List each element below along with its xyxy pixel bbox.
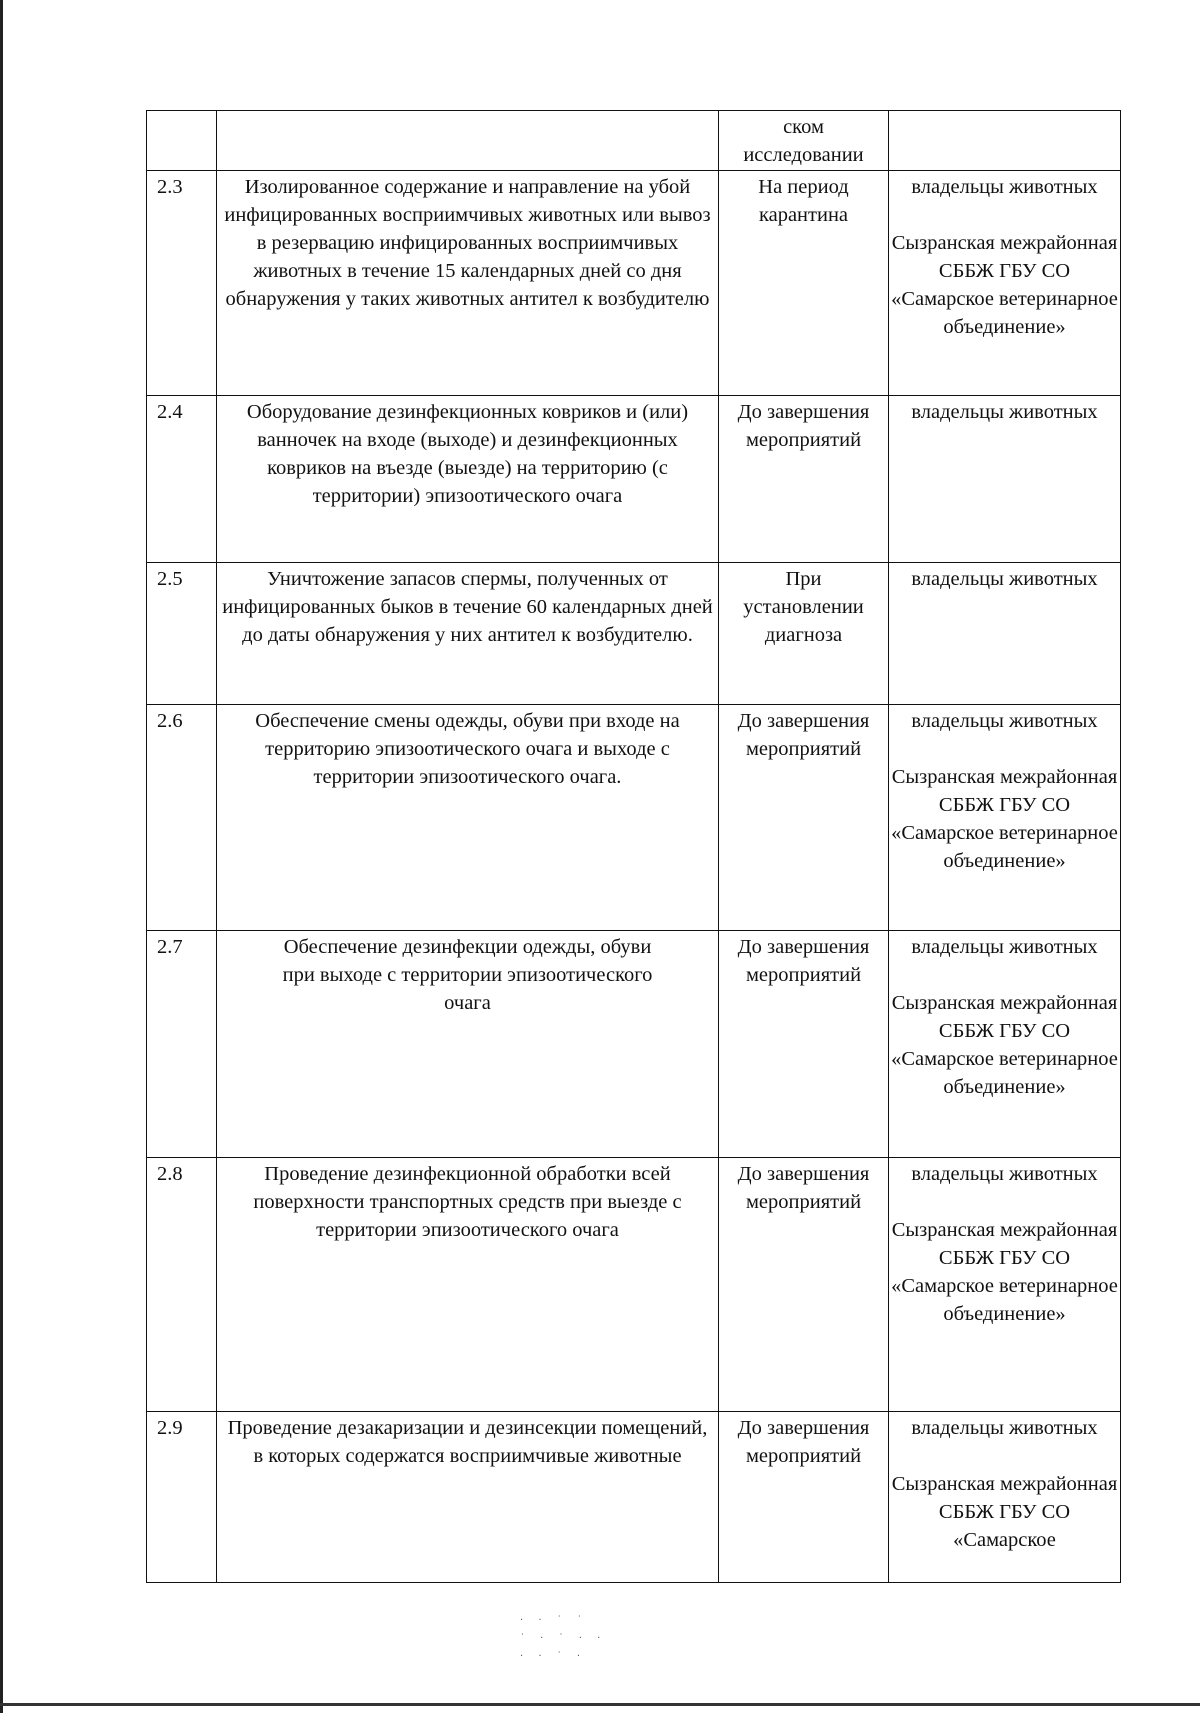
- responsible-cell: [889, 705, 1121, 931]
- responsible-owner: владельцы животных: [911, 176, 1098, 198]
- action-cell: Обеспечение дезинфекции одежды, обуви при выходе с территории эпизоотического очага: [217, 931, 719, 1158]
- responsible-cell: [889, 396, 1121, 563]
- action-cell: Уничтожение запасов спермы, полученных от инфицированных быков в течение 60 календарных дней до даты обнаружения у них антител к возбудителю.: [217, 563, 719, 705]
- responsible-owner: владельцы животных: [911, 936, 1098, 958]
- action-cell: Обеспечение смены одежды, обуви при входе на территорию эпизоотического очага и выходе с территории эпизоотического очага.: [217, 705, 719, 931]
- row-number: 2.6: [147, 705, 217, 931]
- measures-table: [146, 110, 1121, 1583]
- action-cell: Изолированное содержание и направление на убой инфицированных восприимчивых животных или вывоз в резервацию инфицированных восприимчивых животных в течение 15 календарных дней со дня обнаружения у таких животных антител к возбудителю: [217, 171, 719, 396]
- responsible-owner: владельцы животных: [911, 568, 1098, 590]
- table-row: [147, 1158, 1121, 1412]
- action-cell: Проведение дезинфекционной обработки всей поверхности транспортных средств при выезде с территории эпизоотического очага: [217, 1158, 719, 1412]
- responsible-organization: Сызранская межрайонная СББЖ ГБУ СО «Самарское ветеринарное объединение»: [891, 1219, 1118, 1325]
- row-number: 2.9: [147, 1412, 217, 1583]
- responsible-organization: Сызранская межрайонная СББЖ ГБУ СО «Самарское ветеринарное объединение»: [891, 232, 1118, 338]
- row-number: 2.4: [147, 396, 217, 563]
- action-cell: Оборудование дезинфекционных ковриков и (или) ванночек на входе (выходе) и дезинфекционных ковриков на въезде (выезде) на территорию (с территории) эпизоотического очага: [217, 396, 719, 563]
- responsible-cell: [889, 1412, 1121, 1583]
- table-row: [147, 563, 1121, 705]
- term-cell: До завершения мероприятий: [719, 931, 889, 1158]
- term-cell: На период карантина: [719, 171, 889, 396]
- responsible-organization: Сызранская межрайонная СББЖ ГБУ СО «Самарское ветеринарное объединение»: [891, 992, 1118, 1098]
- responsible-cell: [889, 563, 1121, 705]
- responsible-cell: [889, 111, 1121, 171]
- table-row: [147, 171, 1121, 396]
- responsible-cell: [889, 171, 1121, 396]
- action-cell: [217, 111, 719, 171]
- table-row: [147, 705, 1121, 931]
- responsible-owner: владельцы животных: [911, 401, 1098, 423]
- row-number: 2.3: [147, 171, 217, 396]
- term-cell: До завершения мероприятий: [719, 705, 889, 931]
- responsible-organization: Сызранская межрайонная СББЖ ГБУ СО «Самарское ветеринарное объединение»: [891, 766, 1118, 872]
- row-number: 2.5: [147, 563, 217, 705]
- table-row: [147, 931, 1121, 1158]
- responsible-owner: владельцы животных: [911, 1163, 1098, 1185]
- table-row: [147, 111, 1121, 171]
- table-row: [147, 396, 1121, 563]
- table-row: [147, 1412, 1121, 1583]
- responsible-organization: Сызранская межрайонная СББЖ ГБУ СО «Самарское: [891, 1473, 1118, 1551]
- scan-edge-bottom: [0, 1703, 1200, 1706]
- responsible-owner: владельцы животных: [911, 710, 1098, 732]
- row-number: 2.8: [147, 1158, 217, 1412]
- term-cell: До завершения мероприятий: [719, 396, 889, 563]
- scan-edge-left: [0, 0, 3, 1713]
- term-cell: До завершения мероприятий: [719, 1158, 889, 1412]
- action-cell: Проведение дезакаризации и дезинсекции помещений, в которых содержатся восприимчивые животные: [217, 1412, 719, 1583]
- responsible-owner: владельцы животных: [911, 1417, 1098, 1439]
- row-number: 2.7: [147, 931, 217, 1158]
- term-cell: При установлении диагноза: [719, 563, 889, 705]
- responsible-cell: [889, 1158, 1121, 1412]
- responsible-cell: [889, 931, 1121, 1158]
- row-number: [147, 111, 217, 171]
- scan-noise-marks: · · ˙ ˙ ˙ · ˙ · · · · ˙ ·: [520, 1615, 607, 1662]
- term-cell: ском исследовании: [719, 111, 889, 171]
- term-cell: До завершения мероприятий: [719, 1412, 889, 1583]
